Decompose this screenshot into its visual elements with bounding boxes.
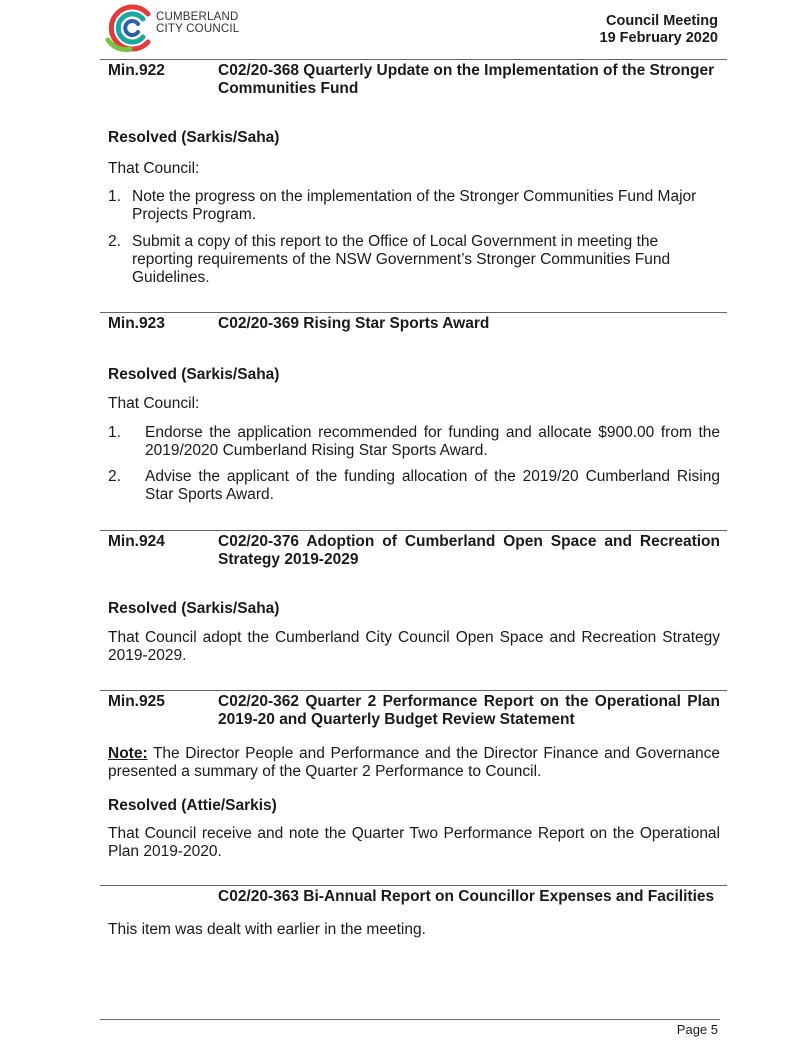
minute-heading: [100, 885, 727, 905]
list-number: 1.: [108, 424, 121, 441]
list-text: Note the progress on the implementation of the Stronger Communities Fund Major Projects Program.: [132, 188, 697, 223]
logo-text: [156, 11, 239, 35]
resolved-label: Resolved (Sarkis/Saha): [108, 129, 280, 146]
resolution-intro: That Council:: [108, 395, 200, 412]
minute-heading: [100, 59, 727, 97]
minute-heading: [100, 530, 727, 568]
list-number: 2.: [108, 468, 121, 485]
resolution-intro: That Council:: [108, 160, 200, 177]
minute-title: C02/20-369 Rising Star Sports Award: [218, 315, 490, 332]
resolved-label: Resolved (Sarkis/Saha): [108, 600, 280, 617]
footer-divider: [100, 1019, 720, 1020]
minute-title: C02/20-362 Quarter 2 Performance Report on the Operational Plan 2019-20 and Quarterly Budget Review Statement: [218, 693, 720, 728]
meeting-info: [600, 13, 719, 47]
note-label: Note:: [108, 745, 148, 762]
minute-number: Min.923: [108, 315, 165, 332]
minute-title: C02/20-368 Quarterly Update on the Implementation of the Stronger Communities Fund: [218, 62, 715, 97]
list-number: 2.: [108, 233, 121, 250]
page-number: Page 5: [676, 1022, 718, 1037]
meeting-title: Council Meeting: [606, 13, 718, 29]
note-paragraph: [108, 745, 720, 781]
minute-number: Min.922: [108, 62, 165, 79]
resolution-text: That Council adopt the Cumberland City Council Open Space and Recreation Strategy 2019-2029.: [108, 629, 720, 664]
item-note: This item was dealt with earlier in the meeting.: [108, 921, 426, 938]
resolved-label: Resolved (Attie/Sarkis): [108, 797, 277, 814]
list-number: 1.: [108, 188, 121, 205]
logo-line-1: CUMBERLAND: [156, 11, 239, 23]
resolved-label: Resolved (Sarkis/Saha): [108, 366, 280, 383]
list-text: Endorse the application recommended for funding and allocate $900.00 from the 2019/2020 Cumberland Rising Star Sports Award.: [145, 424, 720, 459]
resolution-text: That Council receive and note the Quarter Two Performance Report on the Operational Plan 2019-2020.: [108, 825, 720, 860]
list-text: Submit a copy of this report to the Office of Local Government in meeting the reporting requirements of the NSW Government’s Stronger Communities Fund Guidelines.: [132, 233, 671, 286]
minute-title: C02/20-376 Adoption of Cumberland Open Space and Recreation Strategy 2019-2029: [218, 533, 720, 568]
meeting-date: 19 February 2020: [599, 30, 718, 46]
minute-heading: [100, 312, 727, 332]
minute-number: Min.924: [108, 533, 165, 550]
list-text: Advise the applicant of the funding allocation of the 2019/20 Cumberland Rising Star Sports Award.: [145, 468, 720, 503]
minute-title: C02/20-363 Bi-Annual Report on Councillor Expenses and Facilities: [218, 888, 715, 905]
note-text: The Director People and Performance and the Director Finance and Governance presented a summary of the Quarter 2 Performance to Council.: [108, 745, 720, 780]
minute-heading: [100, 690, 727, 728]
logo-line-2: CITY COUNCIL: [156, 23, 240, 35]
minute-number: Min.925: [108, 693, 165, 710]
